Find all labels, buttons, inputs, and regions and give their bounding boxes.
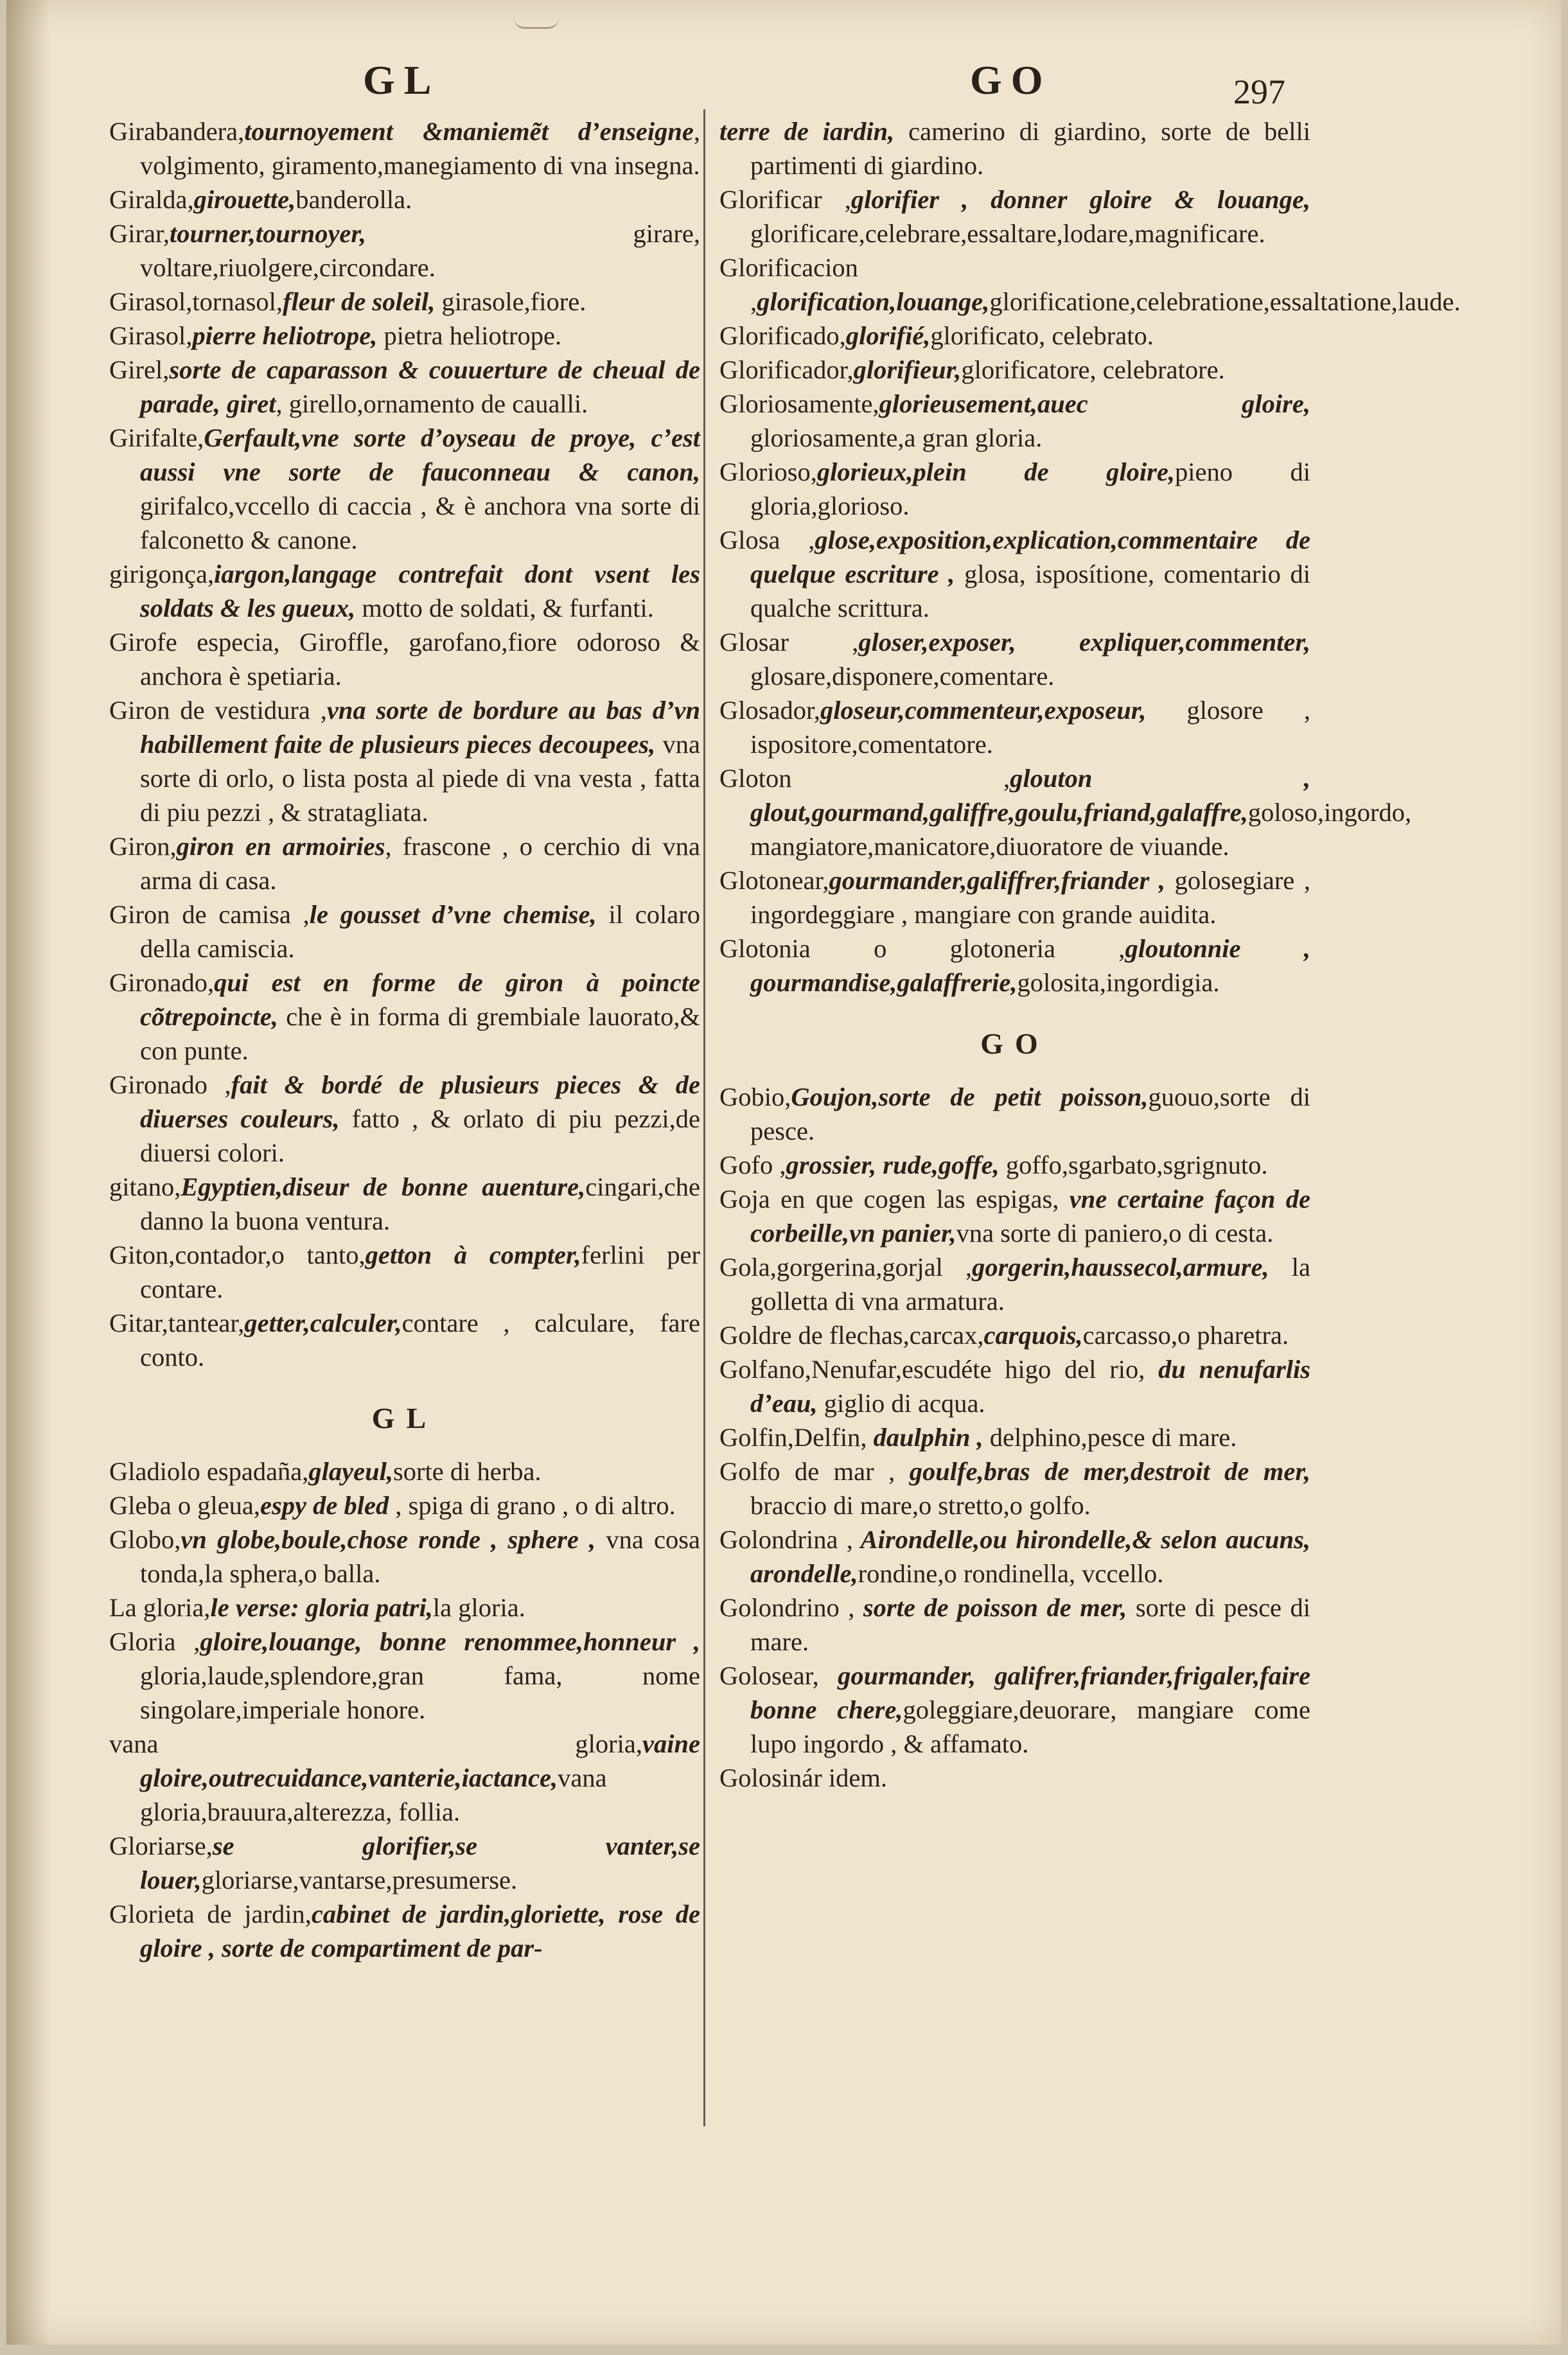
- entry-french-gloss: fleur de soleil,: [282, 287, 436, 316]
- dictionary-entry: [719, 353, 1310, 387]
- entry-french-gloss: Airondelle,ou hirondelle,& selon aucuns, arondelle,: [750, 1525, 1310, 1588]
- entry-french-gloss: grossier, rude,goffe,: [786, 1151, 1000, 1179]
- dictionary-entry: [719, 1250, 1310, 1318]
- entry-headword: Giron de camisa ,: [109, 900, 310, 929]
- entry-italian-gloss: , spiga di grano , o di altro.: [389, 1491, 676, 1520]
- entry-italian-gloss: , frascone , o cerchio di vna arma di casa.: [140, 832, 700, 895]
- entry-french-gloss: se glorifier,se vanter,se louer,: [140, 1831, 700, 1894]
- entry-headword: Gleba o gleua,: [109, 1491, 261, 1520]
- dictionary-entry: [109, 1488, 700, 1522]
- entry-headword: Giron de vestidura ,: [109, 696, 327, 725]
- right-column: [719, 114, 1461, 1795]
- entry-italian-gloss: goleggiare,deuorare, mangiare come lupo ingordo , & affamato.: [750, 1695, 1310, 1758]
- entry-headword: Gofo ,: [719, 1151, 786, 1179]
- running-header-left: GL: [363, 57, 441, 103]
- entry-french-gloss: vne certaine façon de corbeille,vn panier,: [750, 1185, 1310, 1248]
- entry-french-gloss: glorifier , donner gloire & louange,: [850, 185, 1311, 214]
- entry-headword: Glorioso,: [719, 457, 817, 486]
- entry-italian-gloss: golosita,ingordigia.: [1017, 968, 1220, 997]
- entry-french-gloss: le gousset d’vne chemise,: [309, 900, 597, 929]
- entry-italian-gloss: vna sorte di paniero,o di cesta.: [956, 1219, 1274, 1248]
- entry-italian-gloss: che è in forma di grembiale lauorato,& con punte.: [140, 1002, 700, 1065]
- entry-headword: Girifalte,: [109, 423, 204, 452]
- dictionary-entry: [719, 1522, 1310, 1591]
- entry-headword: Gola,gorgerina,gorjal ,: [719, 1253, 973, 1282]
- entry-italian-gloss: vana gloria,brauura,alterezza, follia.: [140, 1763, 607, 1826]
- entry-italian-gloss: goloso,ingordo, mangiatore,manicatore,diuoratore de viuande.: [750, 798, 1412, 861]
- entry-french-gloss: vaine gloire,outrecuidance,vanterie,iactance,: [140, 1729, 700, 1792]
- entry-french-gloss: Gerfault,vne sorte d’oyseau de proye, c’est aussi vne sorte de fauconneau & canon,: [140, 423, 700, 486]
- entry-italian-gloss: girifalco,vccello di caccia , & è anchora vna sorte di falconetto & canone.: [140, 491, 700, 554]
- entry-french-gloss: tournoyement &maniemẽt d’enseigne: [244, 117, 694, 146]
- entry-italian-gloss: girasole,fiore.: [435, 287, 586, 316]
- entry-italian-gloss: delphino,pesce di mare.: [983, 1423, 1237, 1452]
- dictionary-entry: [719, 455, 1310, 523]
- entry-headword: girigonça,: [109, 560, 215, 588]
- dictionary-entry: [109, 1625, 700, 1727]
- entry-headword: gitano,: [109, 1172, 181, 1201]
- entry-headword: Globo,: [109, 1525, 181, 1554]
- entry-italian-gloss: goffo,sgarbato,sgrignuto.: [999, 1151, 1268, 1179]
- section-title-go: GO: [980, 1027, 1050, 1060]
- entry-french-gloss: getter,calculer,: [244, 1309, 402, 1337]
- entry-french-gloss: gourmander,galiffrer,friander ,: [829, 866, 1166, 895]
- entry-italian-gloss: banderolla.: [295, 185, 412, 214]
- entry-headword: Golosinár idem.: [719, 1763, 887, 1792]
- entry-french-gloss: Goujon,sorte de petit poisson,: [791, 1082, 1149, 1111]
- dictionary-entry: [109, 421, 700, 557]
- entry-headword: Glosar ,: [719, 628, 859, 657]
- entry-italian-gloss: guouo,sorte di pesce.: [750, 1082, 1310, 1145]
- entry-italian-gloss: vna cosa tonda,la sphera,o balla.: [140, 1525, 700, 1588]
- entry-headword: Gironado ,: [109, 1070, 231, 1099]
- entry-french-gloss: qui est en forme de giron à poincte cõtrepoincte,: [140, 968, 700, 1031]
- entry-italian-gloss: gloriosamente,a gran gloria.: [750, 423, 1043, 452]
- entry-italian-gloss: vna sorte di orlo, o lista posta al piede di vna vesta , fatta di piu pezzi , & stratagliata.: [140, 730, 700, 827]
- entry-french-gloss: gloire,louange, bonne renommee,honneur ,: [200, 1627, 700, 1656]
- entry-headword: Gitar,tantear,: [109, 1309, 245, 1337]
- dictionary-entry: [109, 182, 700, 216]
- right-entries-2: [719, 1080, 1310, 1795]
- entry-italian-gloss: gloriarse,vantarse,presumerse.: [201, 1865, 518, 1894]
- dictionary-entry: [719, 114, 1310, 182]
- dictionary-entry: [109, 693, 700, 829]
- entry-headword: Gloriarse,: [109, 1831, 213, 1860]
- dictionary-entry: [109, 1591, 700, 1625]
- entry-italian-gloss: pieno di gloria,glorioso.: [750, 457, 1310, 520]
- entry-french-gloss: carquois,: [983, 1321, 1083, 1350]
- entry-italian-gloss: giglio di acqua.: [817, 1389, 985, 1418]
- entry-french-gloss: sorte de caparasson & couuerture de cheual de parade, giret: [140, 355, 700, 418]
- dictionary-entry: [719, 1318, 1310, 1352]
- entry-french-gloss: daulphin ,: [867, 1423, 983, 1452]
- dictionary-entry: [719, 1659, 1310, 1761]
- entry-french-gloss: sorte de poisson de mer,: [854, 1593, 1127, 1622]
- entry-headword: Goja en que cogen las espigas,: [719, 1185, 1059, 1213]
- dictionary-entry: [109, 897, 700, 966]
- entry-italian-gloss: motto de soldati, & furfanti.: [355, 594, 654, 622]
- dictionary-entry: [109, 1454, 700, 1488]
- entry-french-gloss: pierre heliotrope,: [192, 321, 378, 350]
- entry-headword: Gobio,: [719, 1082, 791, 1111]
- entry-italian-gloss: girare, voltare,riuolgere,circondare.: [140, 219, 700, 282]
- dictionary-entry: [109, 1170, 700, 1238]
- entry-headword: Girabandera,: [109, 117, 245, 146]
- entry-french-gloss: gourmander, galifrer,friander,frigaler,faire bonne chere,: [750, 1661, 1310, 1724]
- dictionary-entry: [109, 285, 700, 319]
- entry-headword: Glotonear,: [719, 866, 829, 895]
- entry-headword: Golondrina ,: [719, 1525, 853, 1554]
- entry-headword: Giralda,: [109, 185, 194, 214]
- dictionary-entry: [719, 182, 1310, 251]
- entry-french-gloss: gloseur,commenteur,exposeur,: [820, 696, 1147, 725]
- entry-italian-gloss: , girello,ornamento de caualli.: [276, 389, 588, 418]
- dictionary-entry: [109, 216, 700, 285]
- entry-french-gloss: cabinet de jardin,gloriette, rose de gloire , sorte de compartiment de par-: [140, 1900, 700, 1962]
- dictionary-entry: [109, 1897, 700, 1965]
- entry-headword: Gloton ,: [719, 764, 1010, 793]
- dictionary-entry: [719, 1080, 1310, 1148]
- dictionary-entry: [719, 693, 1310, 761]
- entry-french-gloss: glorification,louange,: [757, 287, 990, 316]
- entry-headword: La gloria,: [109, 1593, 211, 1622]
- gutter-shadow: [6, 0, 51, 2345]
- dictionary-entry: [719, 523, 1310, 625]
- running-header-right: GO: [970, 57, 1052, 103]
- dictionary-entry: [109, 114, 700, 182]
- entry-italian-gloss: fatto , & orlato di piu pezzi,de diuersi colori.: [140, 1104, 700, 1167]
- entry-headword: Giton,contador,o tanto,: [109, 1240, 366, 1269]
- entry-french-gloss: vna sorte de bordure au bas d’vn habillement faite de plusieurs pieces decoupees,: [140, 696, 700, 759]
- dictionary-entry: [719, 319, 1310, 353]
- dictionary-entry: [719, 1591, 1310, 1659]
- entry-headword: Glorificado,: [719, 321, 846, 350]
- entry-french-gloss: glorieux,plein de gloire,: [816, 457, 1175, 486]
- entry-french-gloss: le verse: gloria patri,: [210, 1593, 433, 1622]
- entry-italian-gloss: glorificare,celebrare,essaltare,lodare,magnificare.: [750, 219, 1265, 248]
- dictionary-entry: [109, 353, 700, 421]
- left-entries-2: [109, 1454, 700, 1965]
- dictionary-entry: [719, 1352, 1310, 1420]
- dictionary-entry: [719, 1454, 1310, 1522]
- entry-italian-gloss: camerino di giardino, sorte de belli partimenti di giardino.: [750, 117, 1310, 180]
- entry-french-gloss: terre de iardin,: [719, 117, 895, 146]
- right-entries: [719, 114, 1461, 1000]
- book-page: [6, 0, 1561, 2345]
- entry-french-gloss: fait & bordé de plusieurs pieces & de diuerses couleurs,: [140, 1070, 701, 1133]
- page-top-mark: [514, 18, 559, 29]
- entry-headword: Golfo de mar ,: [719, 1457, 895, 1486]
- entry-french-gloss: glorifié,: [845, 321, 931, 350]
- entry-french-gloss: Egyptien,diseur de bonne auenture,: [181, 1172, 586, 1201]
- entry-headword: Girasol,tornasol,: [109, 287, 283, 316]
- entry-french-gloss: vn globe,boule,chose ronde , sphere ,: [181, 1525, 596, 1554]
- dictionary-entry: [719, 1148, 1310, 1182]
- section-title-gl: GL: [371, 1402, 438, 1434]
- entry-headword: Girasol,: [109, 321, 193, 350]
- entry-headword: vana gloria,: [109, 1729, 643, 1758]
- entry-headword: Glorificacion ,: [719, 253, 858, 316]
- dictionary-entry: [109, 557, 700, 625]
- dictionary-entry: [109, 1829, 700, 1897]
- entry-headword: Goldre de flechas,carcax,: [719, 1321, 984, 1350]
- dictionary-entry: [109, 1522, 700, 1591]
- entry-french-gloss: tourner,tournoyer,: [169, 219, 367, 248]
- entry-headword: Glorificar ,: [719, 185, 851, 214]
- entry-italian-gloss: rondine,o rondinella, vccello.: [858, 1559, 1164, 1588]
- entry-italian-gloss: il colaro della camiscia.: [140, 900, 700, 963]
- entry-headword: Gloria ,: [109, 1627, 200, 1656]
- entry-italian-gloss: cingari,che danno la buona ventura.: [140, 1172, 700, 1235]
- entry-italian-gloss: sorte di pesce di mare.: [750, 1593, 1310, 1656]
- entry-italian-gloss: braccio di mare,o stretto,o golfo.: [750, 1491, 1091, 1520]
- entry-italian-gloss: glorificatione,celebratione,essaltatione,laude.: [989, 287, 1461, 316]
- entry-italian-gloss: ferlini per contare.: [140, 1240, 700, 1303]
- entry-headword: Gladiolo espadaña,: [109, 1457, 309, 1486]
- entry-french-gloss: glayeul,: [308, 1457, 394, 1486]
- entry-headword: Golondrino ,: [719, 1593, 855, 1622]
- dictionary-entry: [109, 319, 700, 353]
- entry-headword: Golfano,Nenufar,escudéte higo del rio,: [719, 1355, 1145, 1384]
- dictionary-entry: [719, 863, 1310, 931]
- entry-headword: Girel,: [109, 355, 170, 384]
- entry-french-gloss: glouton , glout,gourmand,galiffre,goulu,friand,galaffre,: [750, 764, 1310, 827]
- entry-italian-gloss: glosa, isposítione, comentario di qualche scrittura.: [750, 560, 1310, 622]
- entry-italian-gloss: glorificatore, celebratore.: [961, 355, 1225, 384]
- entry-headword: Golosear,: [719, 1661, 819, 1690]
- entry-french-gloss: espy de bled: [260, 1491, 389, 1520]
- dictionary-entry: [719, 1182, 1310, 1250]
- left-column: [109, 114, 700, 1965]
- entry-french-gloss: glorifieur,: [853, 355, 962, 384]
- entry-headword: Glotonia o glotoneria ,: [719, 934, 1125, 963]
- column-divider: [703, 109, 705, 2126]
- entry-headword: Girofe: [109, 628, 177, 657]
- entry-italian-gloss: glosare,disponere,comentare.: [750, 662, 1055, 691]
- entry-french-gloss: du nenufarlis d’eau,: [750, 1355, 1310, 1418]
- entry-french-gloss: iargon,langage contrefait dont vsent les soldats & les gueux,: [140, 560, 700, 622]
- dictionary-entry: [719, 1420, 1310, 1454]
- entry-headword: Glosador,: [719, 696, 820, 725]
- entry-headword: Gloriosamente,: [719, 389, 879, 418]
- entry-headword: Golfin,Delfin,: [719, 1423, 867, 1452]
- entry-french-gloss: giron en armoiries: [176, 832, 385, 861]
- entry-italian-gloss: la gloria.: [432, 1593, 525, 1622]
- entry-french-gloss: glorieusement,auec gloire,: [879, 389, 1310, 418]
- dictionary-entry: [109, 1727, 700, 1829]
- entry-italian-gloss: sorte di herba.: [393, 1457, 542, 1486]
- entry-italian-gloss: golosegiare , ingordeggiare , mangiare con grande auidita.: [750, 866, 1310, 929]
- entry-headword: Glorificador,: [719, 355, 854, 384]
- entry-french-gloss: goulfe,bras de mer,destroit de mer,: [895, 1457, 1310, 1486]
- dictionary-entry: [719, 761, 1412, 863]
- page-number: 297: [1233, 73, 1285, 111]
- entry-italian-gloss: , volgimento, giramento,manegiamento di vna insegna.: [140, 117, 700, 180]
- left-entries: [109, 114, 700, 1374]
- entry-italian-gloss: carcasso,o pharetra.: [1082, 1321, 1289, 1350]
- entry-italian-gloss: la golletta di vna armatura.: [750, 1253, 1311, 1316]
- dictionary-entry: [109, 966, 700, 1068]
- entry-french-gloss: girouette,: [193, 185, 296, 214]
- entry-french-gloss: gloser,exposer, expliquer,commenter,: [858, 628, 1310, 657]
- entry-french-gloss: gloutonnie , gourmandise,galaffrerie,: [750, 934, 1310, 997]
- dictionary-entry: [719, 387, 1310, 455]
- dictionary-entry: [109, 625, 700, 693]
- entry-headword: Glosa ,: [719, 525, 815, 554]
- dictionary-entry: [719, 625, 1310, 693]
- entry-headword: Giron,: [109, 832, 177, 861]
- entry-italian-gloss: glorificato, celebrato.: [930, 321, 1154, 350]
- entry-french-gloss: glose,exposition,explication,commentaire de quelque escriture ,: [750, 525, 1310, 588]
- dictionary-entry: [109, 829, 700, 897]
- entry-headword: Gironado,: [109, 968, 215, 997]
- dictionary-entry: [109, 1068, 700, 1170]
- dictionary-entry: [719, 1761, 1310, 1795]
- entry-italian-gloss: contare , calculare, fare conto.: [140, 1309, 700, 1372]
- dictionary-entry: [719, 931, 1310, 1000]
- dictionary-entry: [109, 1238, 700, 1306]
- dictionary-entry: [719, 251, 1461, 319]
- entry-headword: Glorieta de jardin,: [109, 1900, 312, 1928]
- entry-italian-gloss: gloria,laude,splendore,gran fama, nome singolare,imperiale honore.: [140, 1661, 700, 1724]
- entry-italian-gloss: especia, Giroffle, garofano,fiore odoroso & anchora è spetiaria.: [140, 628, 700, 691]
- entry-italian-gloss: pietra heliotrope.: [377, 321, 562, 350]
- entry-headword: Girar,: [109, 219, 170, 248]
- entry-italian-gloss: glosore , ispositore,comentatore.: [750, 696, 1310, 759]
- dictionary-entry: [109, 1306, 700, 1374]
- entry-french-gloss: getton à compter,: [365, 1240, 581, 1269]
- entry-french-gloss: gorgerin,haussecol,armure,: [972, 1253, 1269, 1282]
